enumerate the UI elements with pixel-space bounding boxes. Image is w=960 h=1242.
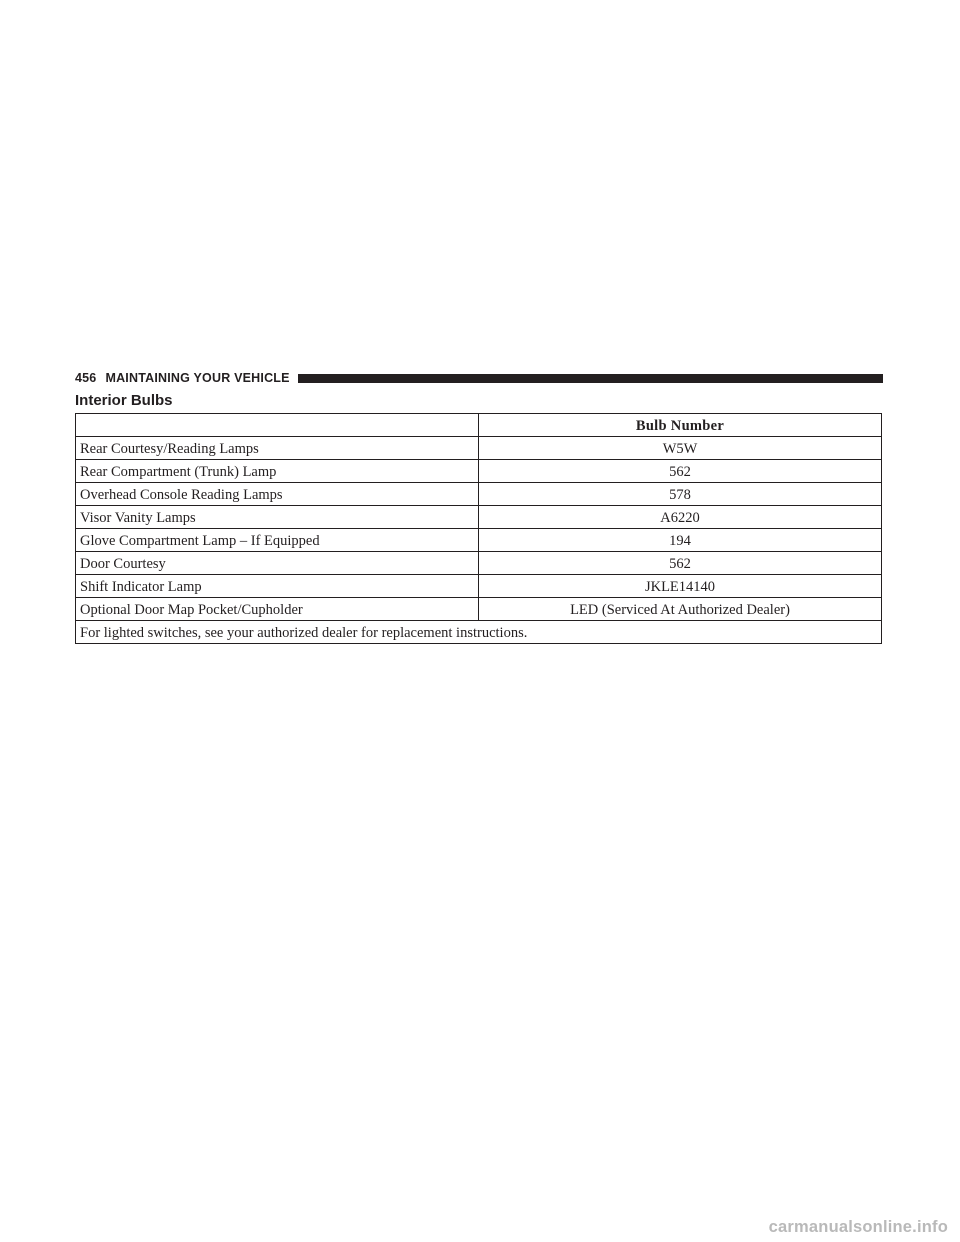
table-row: [76, 460, 882, 483]
row-item-cell: Shift Indicator Lamp: [76, 575, 479, 598]
table-row: [76, 483, 882, 506]
row-item-cell: Overhead Console Reading Lamps: [76, 483, 479, 506]
section-title: MAINTAINING YOUR VEHICLE: [105, 371, 290, 385]
table-footnote-row: [76, 621, 882, 644]
row-item-cell: Optional Door Map Pocket/Cupholder: [76, 598, 479, 621]
page-number: 456: [75, 371, 97, 385]
column-header-bulb-number: Bulb Number: [479, 414, 882, 437]
row-bulb-cell: 194: [479, 529, 882, 552]
table-header-row: [76, 414, 882, 437]
row-bulb-cell: W5W: [479, 437, 882, 460]
row-bulb-cell: LED (Serviced At Authorized Dealer): [479, 598, 882, 621]
table-row: [76, 598, 882, 621]
table-row: [76, 506, 882, 529]
row-bulb-cell: 562: [479, 460, 882, 483]
table-row: [76, 529, 882, 552]
row-item-cell: Rear Courtesy/Reading Lamps: [76, 437, 479, 460]
row-item-cell: Visor Vanity Lamps: [76, 506, 479, 529]
row-item-cell: Door Courtesy: [76, 552, 479, 575]
row-item-cell: Glove Compartment Lamp – If Equipped: [76, 529, 479, 552]
row-bulb-cell: 562: [479, 552, 882, 575]
row-bulb-cell: A6220: [479, 506, 882, 529]
watermark: carmanualsonline.info: [768, 1218, 948, 1236]
row-item-cell: Rear Compartment (Trunk) Lamp: [76, 460, 479, 483]
table-footnote: For lighted switches, see your authorized dealer for replacement instructions.: [76, 621, 882, 644]
page-header: [75, 370, 883, 386]
table-row: [76, 552, 882, 575]
table-row: [76, 437, 882, 460]
header-rule: [298, 374, 883, 383]
row-bulb-cell: 578: [479, 483, 882, 506]
table-heading: Interior Bulbs: [75, 392, 173, 409]
interior-bulbs-table: [75, 413, 882, 644]
column-header-item: [76, 414, 479, 437]
row-bulb-cell: JKLE14140: [479, 575, 882, 598]
table-row: [76, 575, 882, 598]
